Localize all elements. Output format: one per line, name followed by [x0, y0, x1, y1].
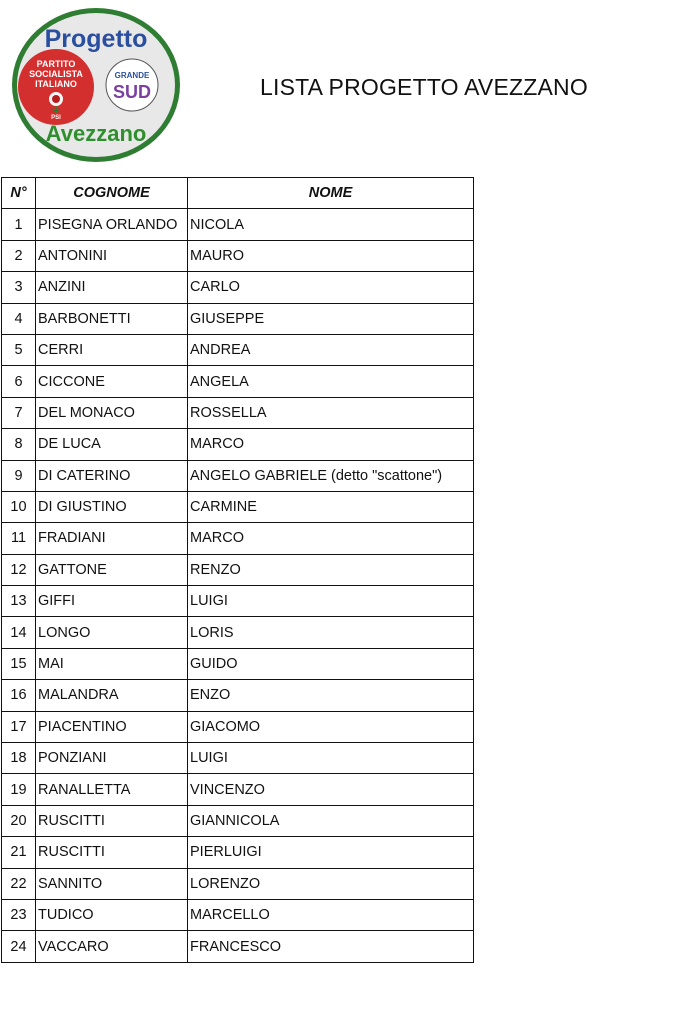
row-surname: DE LUCA [36, 429, 188, 460]
svg-text:PARTITO: PARTITO [36, 59, 76, 69]
row-name: ENZO [188, 680, 474, 711]
row-name: GIANNICOLA [188, 805, 474, 836]
row-surname: MALANDRA [36, 680, 188, 711]
table-row [2, 617, 474, 648]
row-surname: PONZIANI [36, 743, 188, 774]
row-surname: ANZINI [36, 272, 188, 303]
row-surname: MAI [36, 648, 188, 679]
row-name: MAURO [188, 240, 474, 271]
row-name: GIUSEPPE [188, 303, 474, 334]
row-surname: VACCARO [36, 931, 188, 962]
row-number: 9 [2, 460, 36, 491]
row-name: ROSSELLA [188, 397, 474, 428]
svg-text:SOCIALISTA: SOCIALISTA [29, 69, 83, 79]
document-title: LISTA PROGETTO AVEZZANO [260, 74, 588, 100]
row-name: PIERLUIGI [188, 837, 474, 868]
table-row [2, 774, 474, 805]
table-row [2, 648, 474, 679]
table-row [2, 680, 474, 711]
row-surname: CICCONE [36, 366, 188, 397]
row-number: 22 [2, 868, 36, 899]
row-name: GIACOMO [188, 711, 474, 742]
row-name: LUIGI [188, 586, 474, 617]
row-name: LORENZO [188, 868, 474, 899]
table-row [2, 837, 474, 868]
header-name: NOME [188, 178, 474, 209]
row-number: 16 [2, 680, 36, 711]
svg-text:SUD: SUD [112, 82, 152, 102]
party-logo [8, 5, 184, 165]
row-number: 14 [2, 617, 36, 648]
row-number: 10 [2, 491, 36, 522]
table-row [2, 805, 474, 836]
svg-text:GRANDE: GRANDE [114, 71, 150, 80]
row-surname: PISEGNA ORLANDO [36, 209, 188, 240]
row-number: 7 [2, 397, 36, 428]
table-row [2, 366, 474, 397]
table-row [2, 586, 474, 617]
row-name: VINCENZO [188, 774, 474, 805]
row-name: MARCO [188, 429, 474, 460]
row-surname: BARBONETTI [36, 303, 188, 334]
table-row [2, 491, 474, 522]
row-surname: GIFFI [36, 586, 188, 617]
row-number: 19 [2, 774, 36, 805]
row-surname: DEL MONACO [36, 397, 188, 428]
row-surname: TUDICO [36, 899, 188, 930]
row-number: 5 [2, 334, 36, 365]
row-name: ANDREA [188, 334, 474, 365]
row-name: LORIS [188, 617, 474, 648]
row-number: 4 [2, 303, 36, 334]
table-row [2, 931, 474, 962]
row-surname: GATTONE [36, 554, 188, 585]
row-name: MARCELLO [188, 899, 474, 930]
row-name: ANGELA [188, 366, 474, 397]
row-name: ANGELO GABRIELE (detto "scattone") [188, 460, 474, 491]
row-surname: LONGO [36, 617, 188, 648]
row-surname: PIACENTINO [36, 711, 188, 742]
row-name: RENZO [188, 554, 474, 585]
table-row [2, 460, 474, 491]
svg-text:ITALIANO: ITALIANO [35, 79, 77, 89]
svg-text:PSI: PSI [51, 115, 61, 121]
row-number: 11 [2, 523, 36, 554]
row-number: 18 [2, 743, 36, 774]
candidate-table [1, 177, 474, 963]
row-name: LUIGI [188, 743, 474, 774]
row-number: 6 [2, 366, 36, 397]
table-row [2, 868, 474, 899]
table-header-row [2, 178, 474, 209]
row-number: 15 [2, 648, 36, 679]
table-row [2, 209, 474, 240]
row-number: 12 [2, 554, 36, 585]
row-number: 17 [2, 711, 36, 742]
row-number: 20 [2, 805, 36, 836]
row-surname: SANNITO [36, 868, 188, 899]
svg-text:Avezzano: Avezzano [45, 121, 147, 146]
table-row [2, 334, 474, 365]
table-row [2, 429, 474, 460]
table-row [2, 397, 474, 428]
row-name: NICOLA [188, 209, 474, 240]
header-surname: COGNOME [36, 178, 188, 209]
row-number: 1 [2, 209, 36, 240]
row-number: 8 [2, 429, 36, 460]
row-name: FRANCESCO [188, 931, 474, 962]
row-name: GUIDO [188, 648, 474, 679]
table-row [2, 523, 474, 554]
row-surname: CERRI [36, 334, 188, 365]
table-row [2, 272, 474, 303]
row-number: 13 [2, 586, 36, 617]
row-name: MARCO [188, 523, 474, 554]
row-surname: DI CATERINO [36, 460, 188, 491]
row-number: 24 [2, 931, 36, 962]
header-number: N° [2, 178, 36, 209]
row-number: 21 [2, 837, 36, 868]
row-number: 3 [2, 272, 36, 303]
svg-text:Progetto: Progetto [44, 25, 148, 53]
row-surname: FRADIANI [36, 523, 188, 554]
table-row [2, 899, 474, 930]
table-row [2, 743, 474, 774]
table-row [2, 711, 474, 742]
row-surname: RUSCITTI [36, 805, 188, 836]
row-number: 23 [2, 899, 36, 930]
table-row [2, 240, 474, 271]
row-surname: ANTONINI [36, 240, 188, 271]
row-number: 2 [2, 240, 36, 271]
row-surname: RANALLETTA [36, 774, 188, 805]
row-surname: RUSCITTI [36, 837, 188, 868]
row-name: CARLO [188, 272, 474, 303]
row-name: CARMINE [188, 491, 474, 522]
table-row [2, 303, 474, 334]
row-surname: DI GIUSTINO [36, 491, 188, 522]
table-row [2, 554, 474, 585]
